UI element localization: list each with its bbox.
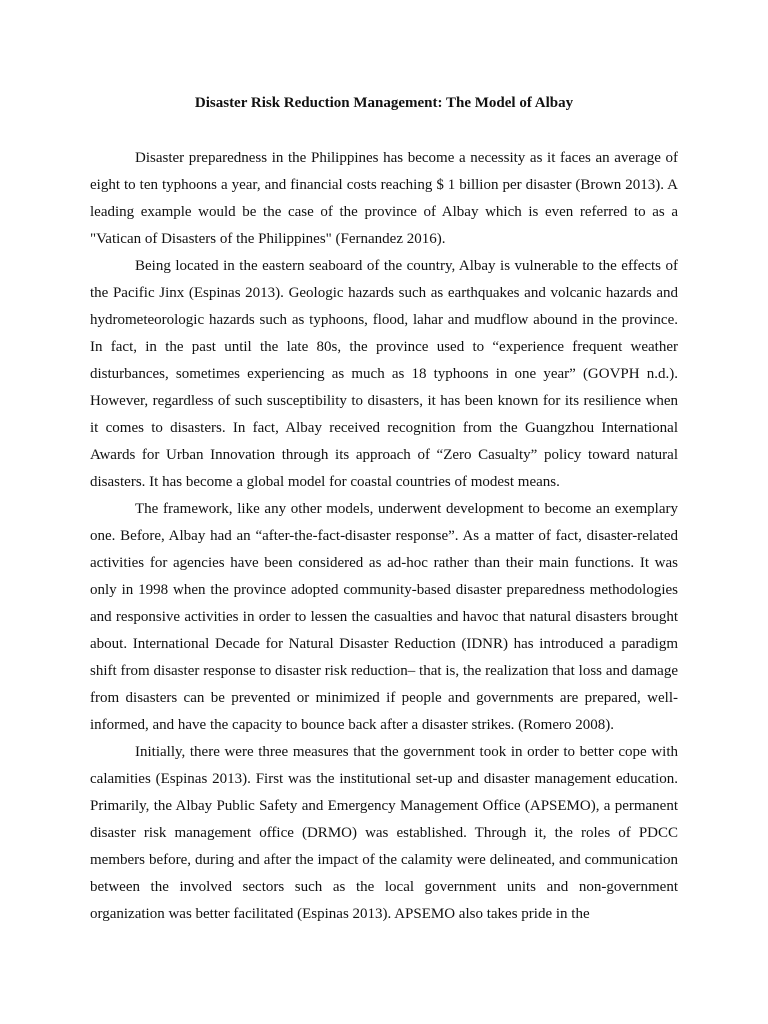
paragraph-3: The framework, like any other models, underwent development to become an exemplary one. Before, Albay had an “after-the-fact-disaster response”. As a matter of fact, disaster-related activities for agencies have been considered as ad-hoc rather than their main functions. It was only in 1998 when the province adopted community-based disaster preparedness methodologies and responsive activities in order to lessen the casualties and havoc that natural disasters brought about. International Decade for Natural Disaster Reduction (IDNR) has introduced a paradigm shift from disaster response to disaster risk reduction– that is, the realization that loss and damage from disasters can be prevented or minimized if people and governments are prepared, well-informed, and have the capacity to bounce back after a disaster strikes. (Romero 2008). — [90, 501, 678, 733]
paragraph-2: Being located in the eastern seaboard of the country, Albay is vulnerable to the effects of the Pacific Jinx (Espinas 2013). Geologic hazards such as earthquakes and volcanic hazards and hydrometeorologic hazards such as typhoons, flood, lahar and mudflow abound in the province. In fact, in the past until the late 80s, the province used to “experience frequent weather disturbances, sometimes experiencing as much as 18 typhoons in one year” (GOVPH n.d.). However, regardless of such susceptibility to disasters, it has been known for its resilience when it comes to disasters. In fact, Albay received recognition from the Guangzhou International Awards for Urban Innovation through its approach of “Zero Casualty” policy toward natural disasters. It has become a global model for coastal countries of modest means. — [90, 258, 678, 490]
paragraph-1: Disaster preparedness in the Philippines has become a necessity as it faces an average of eight to ten typhoons a year, and financial costs reaching $ 1 billion per disaster (Brown 2013). A leading example would be the case of the province of Albay which is even referred to as a "Vatican of Disasters of the Philippines" (Fernandez 2016). — [90, 150, 678, 247]
document-title: Disaster Risk Reduction Management: The Model of Albay — [194, 95, 574, 111]
paragraph-4: Initially, there were three measures that the government took in order to better cope with calamities (Espinas 2013). First was the institutional set-up and disaster management education. Primarily, the Albay Public Safety and Emergency Management Office (APSEMO), a permanent disaster risk management office (DRMO) was established. Through it, the roles of PDCC members before, during and after the impact of the calamity were delineated, and communication between the involved sectors such as the local government units and non-government organization was better facilitated (Espinas 2013). APSEMO also takes pride in the — [90, 744, 678, 922]
